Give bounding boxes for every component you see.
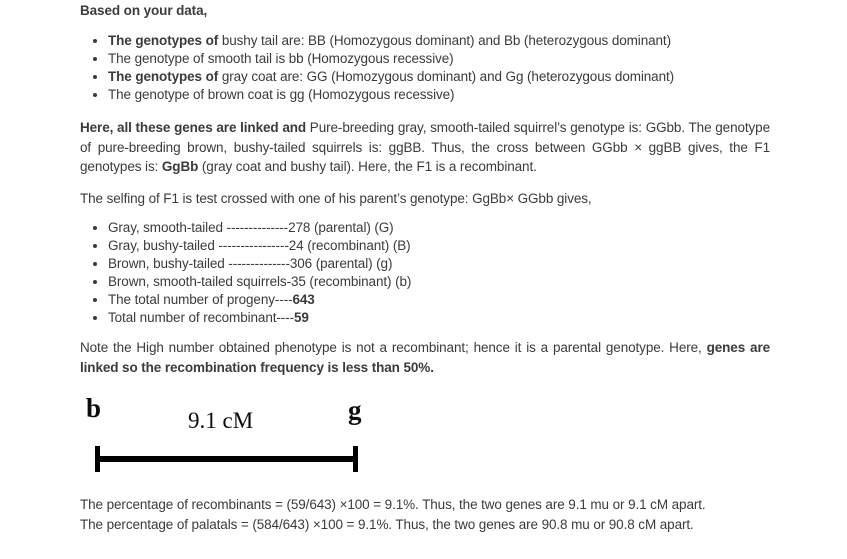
list-item: [108, 68, 798, 86]
conclusion-line-recombinants: The percentage of recombinants = (59/643) ×100 = 9.1%. Thus, the two genes are 9.1 mu or 9.1 cM apart.: [80, 497, 706, 512]
list-item-text: gray coat are: GG (Homozygous dominant) and Gg (heterozygous dominant): [218, 69, 675, 84]
linkage-bold-lead: Here, all these genes are linked and: [80, 120, 307, 135]
list-item-text: The total number of progeny----: [108, 292, 293, 307]
f1-genotype-bold: GgBb: [161, 159, 199, 174]
note-bold-text: genes are linked so the recombination frequency is less than 50%.: [80, 340, 771, 375]
linkage-text: Pure-breeding gray, smooth-tailed squirrel’s genotype is: GGbb. The genotype of pure-breeding brown, bushy-tailed squirrels is: ggBB. Thus, the cross between GGbb × ggBB gives, the F1 genotypes is:: [80, 120, 771, 174]
gene-label-g: g: [348, 395, 362, 425]
list-item-bold-value: 59: [293, 310, 309, 325]
linkage-paragraph: [80, 118, 770, 177]
list-item: [108, 255, 798, 273]
map-line-bar: [95, 456, 358, 462]
list-item: [108, 291, 798, 309]
conclusion-line-parentals: The percentage of palatals = (584/643) ×100 = 9.1%. Thus, the two genes are 90.8 mu or 90.8 cM apart.: [80, 516, 694, 532]
intro-heading: Based on your data,: [80, 3, 208, 18]
list-item-bold-lead: The genotypes of: [108, 33, 219, 48]
list-item: [108, 273, 798, 291]
list-item-bold-lead: The genotypes of: [108, 69, 219, 84]
list-item-text: Brown, bushy-tailed --------------306 (parental) (g): [108, 256, 393, 271]
linkage-map-diagram: [80, 394, 420, 482]
list-item-text: Brown, smooth-tailed squirrels-35 (recombinant) (b): [108, 274, 412, 289]
map-line-right-cap: [353, 446, 358, 472]
list-item-text: Total number of recombinant----: [108, 310, 294, 325]
progeny-list: [80, 219, 798, 327]
map-line: [95, 446, 358, 472]
linkage-tail-text: (gray coat and bushy tail). Here, the F1 is a recombinant.: [198, 159, 537, 174]
list-item-text: bushy tail are: BB (Homozygous dominant) and Bb (heterozygous dominant): [218, 33, 671, 48]
list-item-bold-value: 643: [292, 292, 315, 307]
list-item-text: The genotype of smooth tail is bb (Homozygous recessive): [108, 51, 454, 66]
list-item: [108, 50, 798, 68]
list-item-text: The genotype of brown coat is gg (Homozygous recessive): [108, 87, 455, 102]
list-item: [108, 237, 798, 255]
list-item: [108, 32, 798, 50]
conclusion-block: [80, 495, 770, 534]
testcross-paragraph: The selfing of F1 is test crossed with one of his parent’s genotype: GgBb× GGbb gives,: [80, 191, 592, 206]
genotype-list: [80, 32, 798, 104]
list-item-text: Gray, smooth-tailed --------------278 (parental) (G): [108, 220, 394, 235]
list-item: [108, 219, 798, 237]
note-text: Note the High number obtained phenotype is not a recombinant; hence it is a parental genotype. Here,: [80, 340, 707, 355]
gene-label-b: b: [86, 393, 102, 423]
list-item: [108, 86, 798, 104]
map-distance-label: 9.1 cM: [188, 408, 254, 433]
list-item-text: Gray, bushy-tailed ----------------24 (recombinant) (B): [108, 238, 411, 253]
note-paragraph: [80, 338, 770, 377]
list-item: [108, 309, 798, 327]
